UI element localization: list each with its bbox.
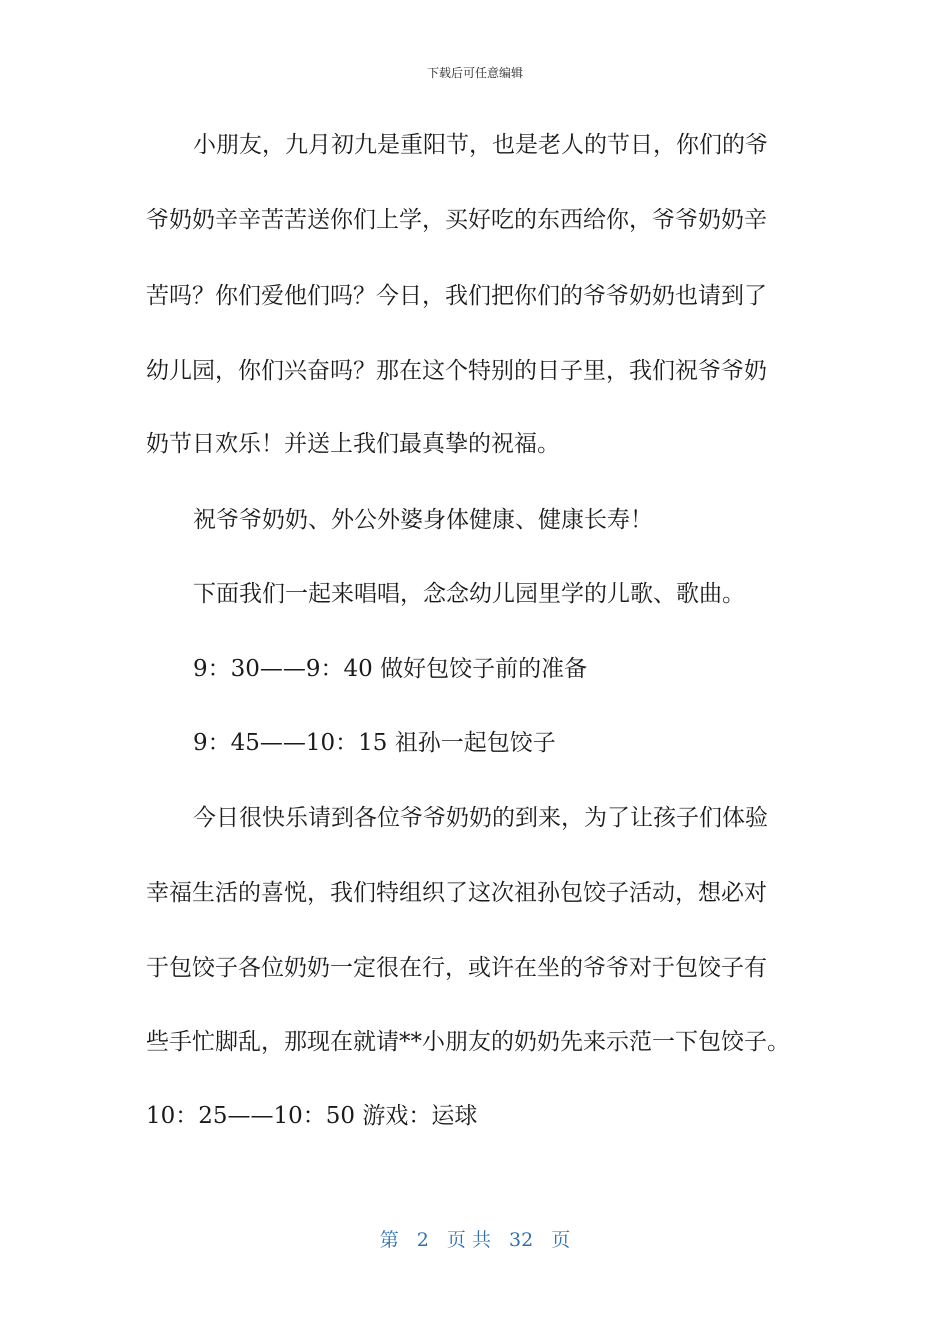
paragraph-line: 于包饺子各位奶奶一定很在行，或许在坐的爷爷对于包饺子有 bbox=[146, 955, 767, 981]
schedule-item: 9：45——10：15 祖孙一起包饺子 bbox=[193, 730, 556, 756]
paragraph-line: 幸福生活的喜悦，我们特组织了这次祖孙包饺子活动，想必对 bbox=[146, 880, 767, 906]
paragraph-line: 今日很快乐请到各位爷爷奶奶的到来，为了让孩子们体验 bbox=[193, 805, 768, 831]
footer-prefix: 第 bbox=[379, 1229, 399, 1251]
paragraph-line: 幼儿园，你们兴奋吗？那在这个特别的日子里，我们祝爷爷奶 bbox=[146, 358, 767, 384]
paragraph-line: 祝爷爷奶奶、外公外婆身体健康、健康长寿！ bbox=[193, 507, 653, 533]
schedule-item: 9：30——9：40 做好包饺子前的准备 bbox=[193, 656, 588, 682]
total-page-count: 32 bbox=[509, 1229, 534, 1251]
paragraph-line: 下面我们一起来唱唱，念念幼儿园里学的儿歌、歌曲。 bbox=[193, 581, 745, 607]
paragraph-line: 小朋友，九月初九是重阳节，也是老人的节日，你们的爷 bbox=[193, 132, 768, 158]
page-header: 下载后可任意编辑 bbox=[426, 66, 523, 80]
current-page-number: 2 bbox=[416, 1229, 429, 1251]
paragraph-line: 苦吗？你们爱他们吗？今日，我们把你们的爷爷奶奶也请到了 bbox=[146, 283, 767, 309]
footer-suffix: 页 bbox=[551, 1229, 571, 1251]
paragraph-line: 奶节日欢乐！并送上我们最真挚的祝福。 bbox=[146, 431, 560, 457]
paragraph-line: 些手忙脚乱，那现在就请**小朋友的奶奶先来示范一下包饺子。 bbox=[146, 1029, 790, 1055]
footer-middle: 页 共 bbox=[446, 1229, 491, 1251]
paragraph-line: 爷奶奶辛辛苦苦送你们上学，买好吃的东西给你，爷爷奶奶辛 bbox=[146, 207, 767, 233]
page-footer bbox=[0, 1225, 950, 1252]
schedule-item: 10：25——10：50 游戏：运球 bbox=[146, 1103, 478, 1129]
